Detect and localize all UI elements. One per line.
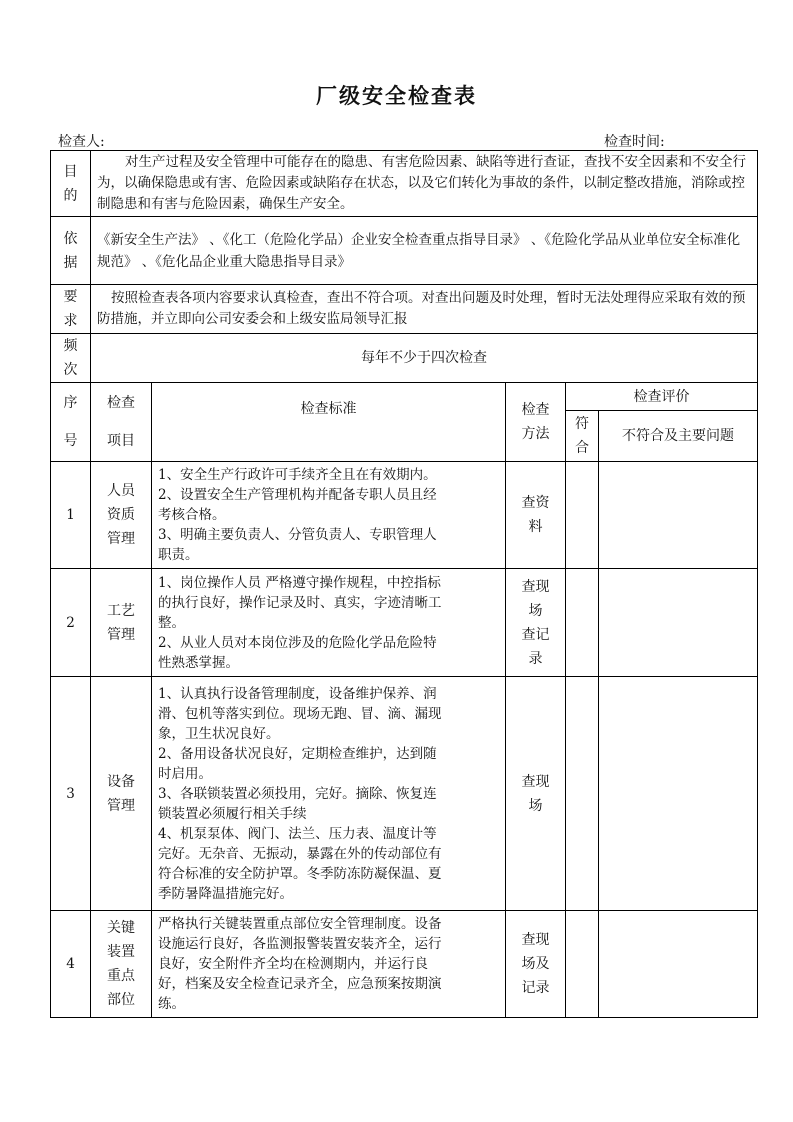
row-nonconform-cell[interactable] — [599, 462, 758, 569]
table-row — [51, 677, 758, 911]
row-item: 人员 资质 管理 — [91, 462, 152, 569]
header-seq: 序 号 — [51, 383, 91, 462]
basis-row — [51, 217, 758, 285]
requirement-label: 要 求 — [51, 285, 91, 334]
row-method: 查现 场 查记 录 — [506, 569, 566, 677]
inspection-time-label: 检查时间: — [604, 134, 665, 150]
header-evaluation: 检查评价 — [566, 383, 758, 411]
row-conform-cell[interactable] — [566, 911, 599, 1018]
row-conform-cell[interactable] — [566, 677, 599, 911]
inspector-label: 检查人: — [58, 134, 105, 150]
row-item: 工艺 管理 — [91, 569, 152, 677]
row-item: 设备 管理 — [91, 677, 152, 911]
row-nonconform-cell[interactable] — [599, 569, 758, 677]
row-standard: 严格执行关键装置重点部位安全管理制度。设备 设施运行良好，各监测报警装置安装齐全，运行 良好，安全附件齐全均在检测期内，并运行良 好，档案及安全检查记录齐全，应急预案按期演 练。 — [152, 911, 506, 1018]
requirement-text: 按照检查表各项内容要求认真检查，查出不符合项。对查出问题及时处理，暂时无法处理得应采取有效的预防措施，并立即向公司安委会和上级安监局领导汇报 — [91, 285, 758, 334]
row-nonconform-cell[interactable] — [599, 911, 758, 1018]
frequency-label: 频 次 — [51, 334, 91, 383]
row-standard: 1、安全生产行政许可手续齐全且在有效期内。 2、设置安全生产管理机构并配备专职人员且经 考核合格。 3、明确主要负责人、分管负责人、专职管理人 职责。 — [152, 462, 506, 569]
purpose-label: 目 的 — [51, 151, 91, 217]
header-item: 检查 项目 — [91, 383, 152, 462]
row-seq: 2 — [51, 569, 91, 677]
row-item: 关键 装置 重点 部位 — [91, 911, 152, 1018]
row-seq: 3 — [51, 677, 91, 911]
row-standard: 1、认真执行设备管理制度，设备维护保养、润 滑、包机等落实到位。现场无跑、冒、滴、漏现 象，卫生状况良好。 2、备用设备状况良好，定期检查维护，达到随 时启用。 3、各联锁装置必须投用，完好。摘除、恢复连 锁装置必须履行相关手续 4、机泵泵体、阀门、法兰、压力表、温度计等 完好。无杂音、无振动，暴露在外的传动部位有 符合标准的安全防护罩。冬季防冻防凝保温、夏 季防暑降温措施完好。 — [152, 677, 506, 911]
row-seq: 4 — [51, 911, 91, 1018]
header-standard: 检查标准 — [152, 383, 506, 462]
header-method: 检查 方法 — [506, 383, 566, 462]
header-row — [51, 383, 758, 411]
table-row — [51, 462, 758, 569]
table-row — [51, 911, 758, 1018]
requirement-row — [51, 285, 758, 334]
frequency-text: 每年不少于四次检查 — [91, 334, 758, 383]
page-title: 厂级安全检查表 — [316, 83, 477, 108]
row-standard: 1、岗位操作人员 严格遵守操作规程，中控指标 的执行良好，操作记录及时、真实，字迹清晰工 整。 2、从业人员对本岗位涉及的危险化学品危险特 性熟悉掌握。 — [152, 569, 506, 677]
header-conform: 符 合 — [566, 411, 599, 462]
table-row — [51, 569, 758, 677]
purpose-row — [51, 151, 758, 217]
inspection-table — [50, 150, 758, 1018]
row-nonconform-cell[interactable] — [599, 677, 758, 911]
row-conform-cell[interactable] — [566, 569, 599, 677]
row-method: 查资 料 — [506, 462, 566, 569]
header-nonconform: 不符合及主要问题 — [599, 411, 758, 462]
row-conform-cell[interactable] — [566, 462, 599, 569]
row-method: 查现 场 — [506, 677, 566, 911]
basis-text: 《新安全生产法》 、《化工（危险化学品）企业安全检查重点指导目录》 、《危险化学品从业单位安全标准化规范》 、《危化品企业重大隐患指导目录》 — [91, 217, 758, 285]
frequency-row — [51, 334, 758, 383]
purpose-text: 对生产过程及安全管理中可能存在的隐患、有害危险因素、缺陷等进行查证，查找不安全因素和不安全行为，以确保隐患或有害、危险因素或缺陷存在状态，以及它们转化为事故的条件，以制定整改措施，消除或控制隐患和有害与危险因素，确保生产安全。 — [91, 151, 758, 217]
row-method: 查现 场及 记录 — [506, 911, 566, 1018]
basis-label: 依 据 — [51, 217, 91, 285]
row-seq: 1 — [51, 462, 91, 569]
